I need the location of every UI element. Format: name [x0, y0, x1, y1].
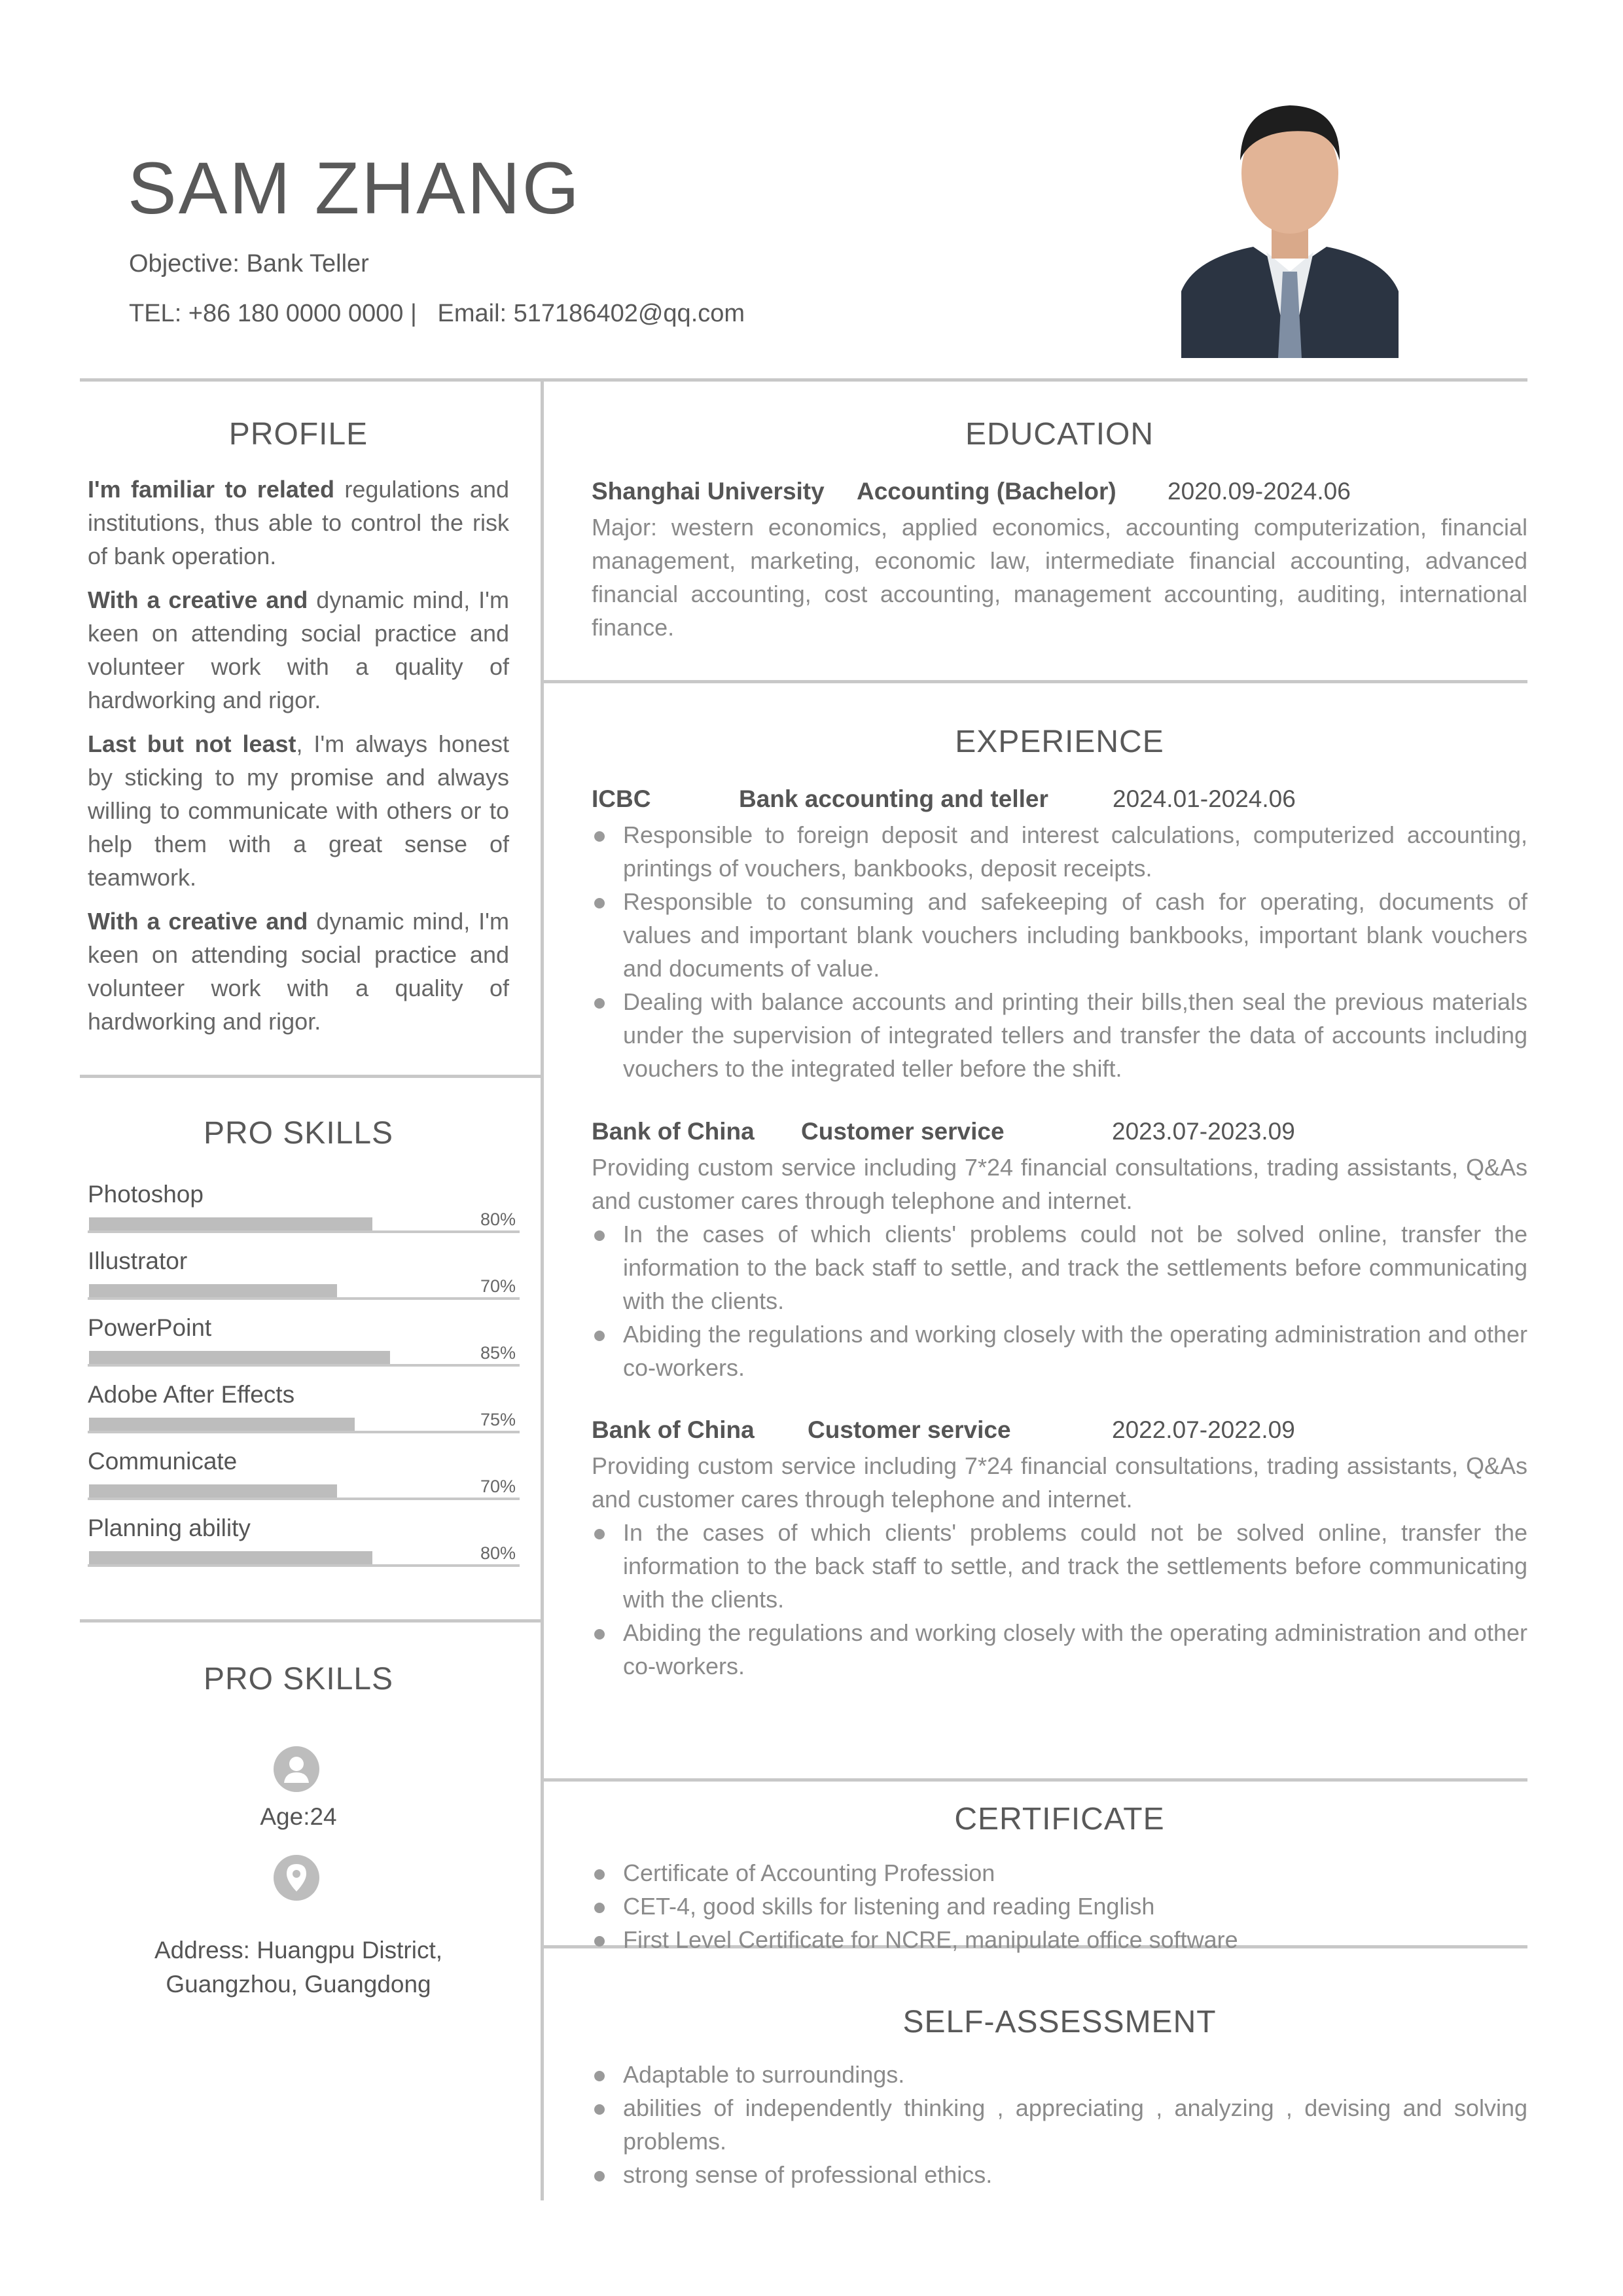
address-line-2: Guangzhou, Guangdong: [166, 1971, 431, 1998]
self-assessment-item: Adaptable to surroundings.: [592, 2058, 1527, 2091]
self-assessment-item: abilities of independently thinking , appreciating , analyzing , devising and solving problems.: [592, 2091, 1527, 2158]
skill-track: [88, 1364, 520, 1367]
skill-name: PowerPoint: [88, 1314, 212, 1341]
job-company: ICBC: [592, 785, 651, 812]
skill-name: Illustrator: [88, 1247, 188, 1274]
job-company: Bank of China: [592, 1416, 755, 1443]
skill-name: Photoshop: [88, 1181, 204, 1208]
self-assessment-item: strong sense of professional ethics.: [592, 2158, 1527, 2191]
skill-track: [88, 1564, 520, 1567]
address-text: [88, 1933, 509, 2001]
education-header: [592, 478, 1527, 511]
job-bullet: Responsible to foreign deposit and interest calculations, computerized accounting, printings of vouchers, bankbooks, deposit receipts.: [592, 818, 1527, 885]
address-line-1: Address: Huangpu District,: [154, 1937, 443, 1964]
left-divider-1: [80, 1075, 542, 1078]
education-major: Major: western economics, applied economics, accounting computerization, financial management, marketing, economic law, intermediate financial accounting, advanced financial accounting, cost accounting, management accounting, auditing, international finance.: [592, 514, 1527, 641]
job-company: Bank of China: [592, 1118, 755, 1145]
job-role: Bank accounting and teller: [739, 785, 1048, 812]
job-bullet: In the cases of which clients' problems could not be solved online, transfer the information to the back staff to settle, and track the settlements before communicating with the clients.: [592, 1217, 1527, 1318]
left-divider-2: [80, 1619, 542, 1623]
job-role: Customer service: [808, 1416, 1011, 1443]
skill-percent: 70%: [480, 1477, 516, 1496]
profile-paragraph: With a creative and dynamic mind, I'm keen on attending social practice and volunteer work with a quality of hardworking and rigor.: [88, 908, 510, 1035]
skill-name: Adobe After Effects: [88, 1381, 295, 1408]
job-bullet: Responsible to consuming and safekeeping of cash for operating, documents of values and important blank vouchers including bankbooks, important blank vouchers and documents of value.: [592, 885, 1527, 985]
skills-title: PRO SKILLS: [203, 1116, 394, 1151]
education-title: EDUCATION: [965, 417, 1154, 452]
self-assessment-list: [592, 2058, 1527, 2191]
profile-paragraph: I'm familiar to related regulations and institutions, thus able to control the risk of bank operation.: [88, 476, 509, 569]
job-header: [592, 1416, 1527, 1449]
right-divider-1: [543, 680, 1527, 683]
certificate-list: [592, 1856, 1527, 1956]
age-text: Age:24: [260, 1803, 337, 1830]
experience-title: EXPERIENCE: [955, 725, 1164, 759]
certificate-title: CERTIFICATE: [954, 1802, 1165, 1837]
certificate-item: First Level Certificate for NCRE, manipulate office software: [592, 1923, 1527, 1956]
skill-name: Planning ability: [88, 1515, 251, 1541]
job-bullet: Dealing with balance accounts and printing their bills,then seal the previous materials under the supervision of integrated tellers and transfer the data of accounts including vouchers to the integrated teller before the shift.: [592, 985, 1527, 1085]
certificate-item: CET-4, good skills for listening and reading English: [592, 1890, 1527, 1923]
job-bullet: Abiding the regulations and working closely with the operating administration and other co-workers.: [592, 1318, 1527, 1384]
skill-name: Communicate: [88, 1448, 238, 1475]
job-header: [592, 785, 1527, 818]
degree: Accounting (Bachelor): [857, 478, 1116, 505]
skill-track: [88, 1230, 520, 1233]
profile-section: [88, 473, 509, 1049]
profile-photo: [1181, 75, 1399, 358]
profile-paragraph: With a creative and dynamic mind, I'm keen on attending social practice and volunteer work with a quality of hardworking and rigor.: [88, 586, 510, 713]
skill-percent: 85%: [480, 1343, 516, 1363]
job-dates: 2023.07-2023.09: [1112, 1118, 1295, 1145]
job-bullets: [592, 1217, 1527, 1384]
skill-track: [88, 1297, 520, 1300]
job-header: [592, 1118, 1527, 1151]
right-divider-2: [543, 1778, 1527, 1782]
skill-percent: 70%: [480, 1276, 516, 1296]
skill-row: [88, 1515, 520, 1581]
certificate-item: Certificate of Accounting Profession: [592, 1856, 1527, 1890]
profile-title: PROFILE: [228, 417, 368, 452]
skill-percent: 80%: [480, 1210, 516, 1229]
job-bullets: [592, 1516, 1527, 1683]
contact-info: TEL: +86 180 0000 0000 | Email: 517186402@qq.com: [129, 300, 745, 327]
profile-paragraph: Last but not least, I'm always honest by sticking to my promise and always willing to communicate with others or to help them with a great sense of teamwork.: [88, 730, 509, 891]
skill-percent: 80%: [480, 1543, 516, 1563]
job-summary: Providing custom service including 7*24 financial consultations, trading assistants, Q&As and customer cares through telephone and internet.: [592, 1154, 1527, 1214]
location-pin-icon: [274, 1855, 319, 1901]
skill-bar-fill: [89, 1484, 337, 1498]
school-name: Shanghai University: [592, 478, 825, 505]
job-summary: Providing custom service including 7*24 financial consultations, trading assistants, Q&As and customer cares through telephone and internet.: [592, 1452, 1527, 1513]
skill-row: [88, 1181, 520, 1247]
skill-bar-fill: [89, 1551, 372, 1564]
skill-bar-fill: [89, 1351, 390, 1364]
header-divider: [80, 378, 1527, 382]
skill-track: [88, 1498, 520, 1500]
skill-bar-fill: [89, 1284, 337, 1297]
self-assessment-title: SELF-ASSESSMENT: [902, 2005, 1217, 2039]
candidate-name: SAM ZHANG: [128, 147, 581, 229]
job-dates: 2024.01-2024.06: [1113, 785, 1296, 812]
job-bullet: In the cases of which clients' problems could not be solved online, transfer the information to the back staff to settle, and track the settlements before communicating with the clients.: [592, 1516, 1527, 1616]
skill-percent: 75%: [480, 1410, 516, 1429]
column-divider: [541, 380, 544, 2200]
job-dates: 2022.07-2022.09: [1112, 1416, 1295, 1443]
person-icon: [274, 1746, 319, 1792]
skill-bar-fill: [89, 1418, 355, 1431]
job-bullets: [592, 818, 1527, 1085]
objective: Objective: Bank Teller: [129, 250, 369, 278]
education-dates: 2020.09-2024.06: [1168, 478, 1351, 505]
skill-row: [88, 1247, 520, 1314]
skill-row: [88, 1381, 520, 1448]
job-role: Customer service: [801, 1118, 1005, 1145]
info-title: PRO SKILLS: [203, 1662, 394, 1696]
skill-row: [88, 1448, 520, 1515]
skill-row: [88, 1314, 520, 1381]
skill-bar-fill: [89, 1217, 372, 1230]
skill-track: [88, 1431, 520, 1433]
job-bullet: Abiding the regulations and working closely with the operating administration and other co-workers.: [592, 1616, 1527, 1683]
